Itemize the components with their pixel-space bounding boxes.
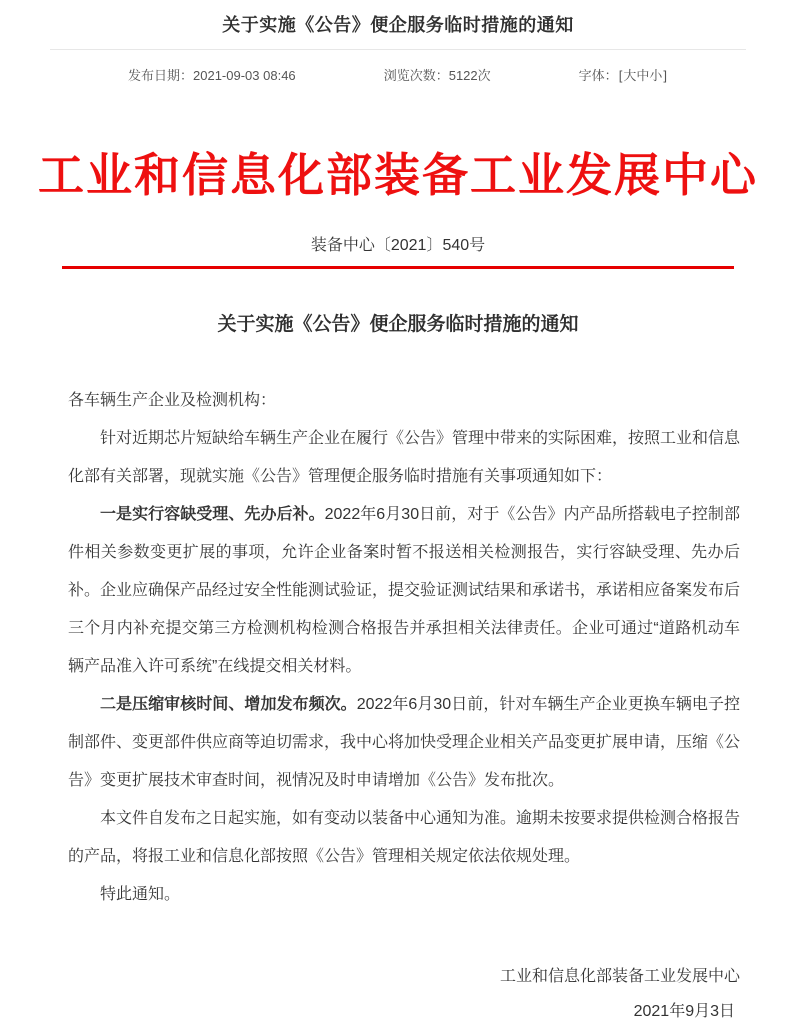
view-count-value: 5122次 <box>448 68 491 83</box>
publish-date-label: 发布日期： <box>128 68 194 83</box>
view-count <box>384 65 491 84</box>
salutation: 各车辆生产企业及检测机构： <box>68 392 277 409</box>
font-size-label: 字体： <box>578 68 618 83</box>
font-size-medium-button[interactable]: 中 <box>636 68 650 83</box>
paragraph-text: 2022年6月30日前，针对车辆生产企业更换车辆电子控制部件、变更部件供应商等迫切需求，我中心将加快受理企业相关产品变更扩展申请，压缩《公告》变更扩展技术审查时间，视情况及时申请增加《公告》发布批次。 <box>68 696 741 789</box>
paragraph-lead: 二是压缩审核时间、增加发布频次。 <box>100 696 357 713</box>
document-body <box>0 150 796 1029</box>
paragraph-text: 本文件自发布之日起实施，如有变动以装备中心通知为准。逾期未按要求提供检测合格报告的产品，将报工业和信息化部按照《公告》管理相关规定依法依规处理。 <box>68 810 741 865</box>
font-size-bracket-open: [ <box>618 68 623 83</box>
page-title: 关于实施《公告》便企服务临时措施的通知 <box>222 15 574 35</box>
paragraph <box>68 876 740 914</box>
paragraph <box>68 686 740 800</box>
letterhead-title: 工业和信息化部装备工业发展中心 <box>38 150 758 201</box>
signature-org: 工业和信息化部装备工业发展中心 <box>499 968 740 985</box>
view-count-label: 浏览次数： <box>383 68 449 83</box>
signature-date: 2021年9月3日 <box>633 1003 735 1020</box>
paragraph-lead: 一是实行容缺受理、先办后补。 <box>100 506 325 523</box>
article-meta-bar <box>128 65 668 84</box>
publish-date <box>128 65 296 84</box>
font-size-small-button[interactable]: 小 <box>649 68 663 83</box>
paragraph <box>68 496 740 686</box>
paragraph <box>68 800 740 876</box>
font-size-large-button[interactable]: 大 <box>623 68 637 83</box>
font-size-control <box>579 65 668 84</box>
signature-block <box>0 959 796 1029</box>
document-content <box>0 382 796 914</box>
doc-number: 装备中心〔2021〕540号 <box>310 237 486 254</box>
paragraph-text: 2022年6月30日前，对于《公告》内产品所搭载电子控制部件相关参数变更扩展的事项，允许企业备案时暂不报送相关检测报告，实行容缺受理、先办后补。企业应确保产品经过安全性能测试验证，提交验证测试结果和承诺书，承诺相应备案发布后三个月内补充提交第三方检测机构检测合格报告并承担相关法律责任。企业可通过“道路机动车辆产品准入许可系统”在线提交相关材料。 <box>68 506 741 675</box>
paragraph <box>68 420 740 496</box>
paragraph-text: 针对近期芯片短缺给车辆生产企业在履行《公告》管理中带来的实际困难，按照工业和信息化部有关部署，现就实施《公告》管理便企服务临时措施有关事项通知如下： <box>68 430 741 485</box>
header-divider <box>50 49 746 50</box>
paragraph-text: 特此通知。 <box>100 886 181 903</box>
red-divider <box>62 266 734 269</box>
doc-title: 关于实施《公告》便企服务临时措施的通知 <box>217 314 579 335</box>
font-size-bracket-close: ] <box>663 68 667 83</box>
publish-date-value: 2021-09-03 08:46 <box>193 68 296 83</box>
